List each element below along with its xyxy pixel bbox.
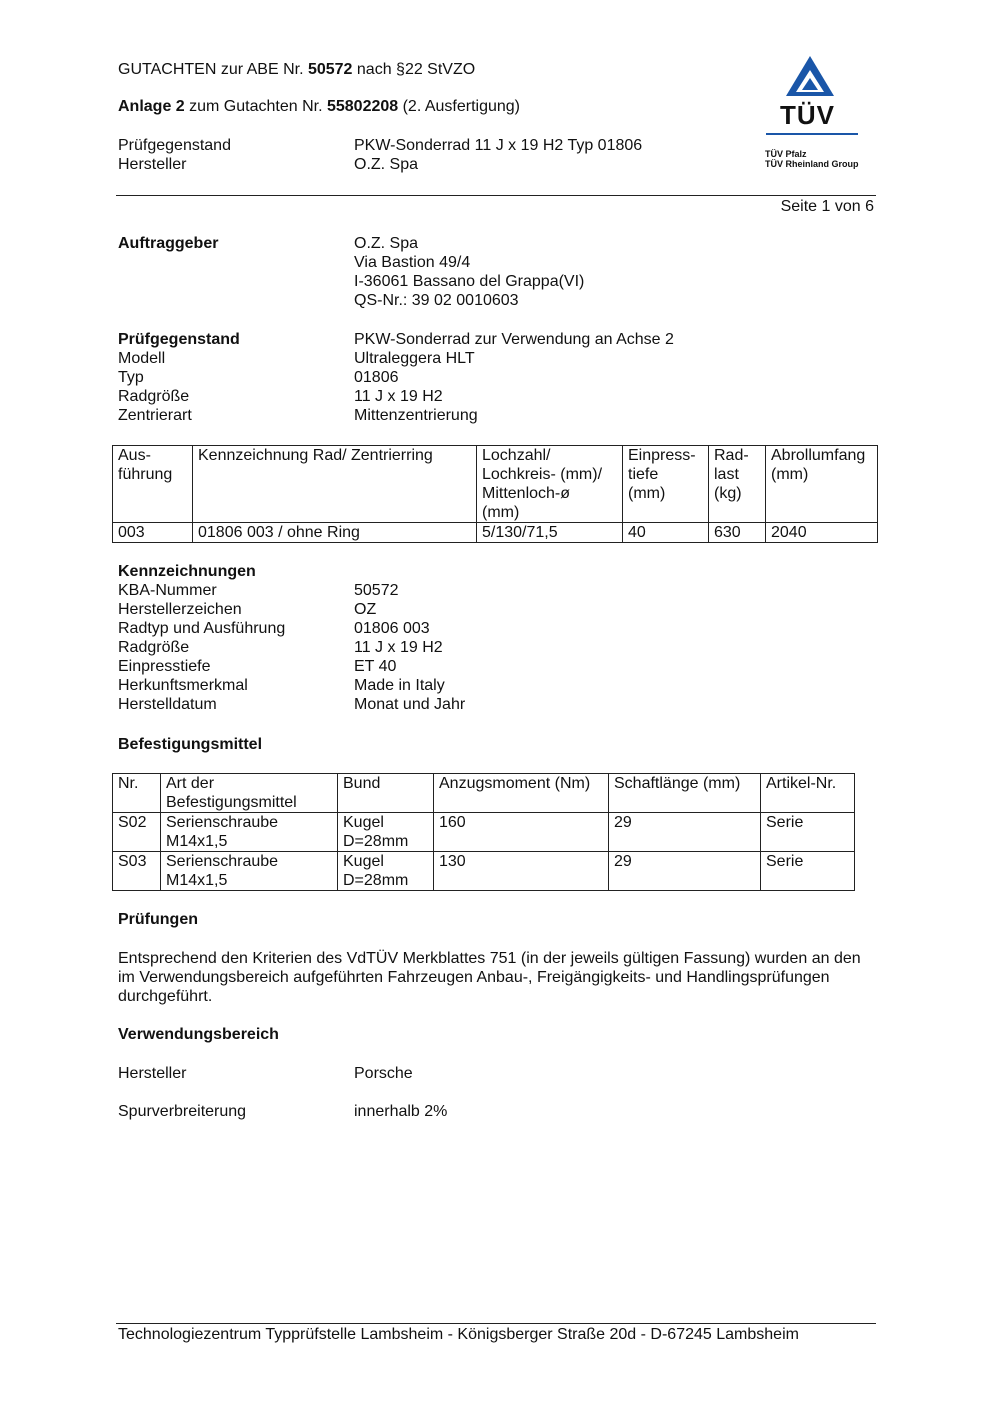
befestigung-title: Befestigungsmittel	[118, 736, 263, 753]
header-pruefgegenstand-value: PKW-Sonderrad 11 J x 19 H2 Typ 01806	[354, 137, 643, 154]
field-label: Herstellerzeichen	[118, 601, 242, 618]
tuv-logo-rule	[766, 133, 858, 135]
field-value: 11 J x 19 H2	[354, 388, 443, 405]
header-anlage-line	[118, 97, 520, 116]
field-label: Radgröße	[118, 388, 190, 405]
tuv-logo-sub1: TÜV Pfalz	[765, 149, 807, 159]
field-label: Herstelldatum	[118, 696, 217, 713]
field-value: Made in Italy	[354, 677, 445, 694]
field-label: Einpresstiefe	[118, 658, 211, 675]
header-anlage-mid: zum Gutachten Nr.	[184, 98, 327, 115]
header-abe-suffix: nach §22 StVZO	[352, 61, 476, 78]
field-value: Porsche	[354, 1065, 413, 1082]
table-header-cell: Artikel-Nr.	[761, 774, 855, 813]
table-header-cell: Nr.	[113, 774, 161, 813]
table-cell: 630	[709, 523, 766, 543]
footer-divider	[116, 1323, 876, 1324]
table-cell: Serie	[761, 852, 855, 891]
table-cell: 29	[609, 852, 761, 891]
field-label: KBA-Nummer	[118, 582, 217, 599]
table-header-cell: Rad- last (kg)	[709, 446, 766, 523]
table-header-cell: Abrollumfang (mm)	[766, 446, 878, 523]
auftraggeber-line: QS-Nr.: 39 02 0010603	[354, 292, 519, 309]
table-cell: 01806 003 / ohne Ring	[193, 523, 477, 543]
field-label: Typ	[118, 369, 144, 386]
field-label: Spurverbreiterung	[118, 1103, 247, 1120]
header-anlage-label: Anlage 2	[118, 98, 185, 115]
auftraggeber-line: Via Bastion 49/4	[354, 254, 471, 271]
pruefgegenstand-label: Prüfgegenstand	[118, 331, 240, 348]
table-header-cell: Kennzeichnung Rad/ Zentrierring	[193, 446, 477, 523]
pruefgegenstand-value: PKW-Sonderrad zur Verwendung an Achse 2	[354, 331, 674, 348]
table-cell: 29	[609, 813, 761, 852]
header-divider	[116, 195, 876, 196]
field-value: 01806	[354, 369, 399, 386]
footer-text: Technologiezentrum Typprüfstelle Lambsheim - Königsberger Straße 20d - D-67245 Lambsheim	[118, 1326, 799, 1343]
field-value: OZ	[354, 601, 377, 618]
field-label: Radtyp und Ausführung	[118, 620, 286, 637]
header-pruefgegenstand-label: Prüfgegenstand	[118, 137, 231, 154]
table-header-row	[113, 774, 855, 813]
tuv-logo	[762, 52, 862, 182]
pruefungen-text: Entsprechend den Kriterien des VdTÜV Merkblattes 751 (in der jeweils gültigen Fassung) wurden an den im Verwendungsbereich aufgeführten Fahrzeugen Anbau-, Freigängigkeits- und Handlingsprüfungen durchgeführt.	[118, 950, 861, 1005]
table-cell: Serienschraube M14x1,5	[161, 813, 338, 852]
auftraggeber-line: O.Z. Spa	[354, 235, 419, 252]
table-cell: S02	[113, 813, 161, 852]
rad-ausfuehrung-table	[112, 445, 878, 543]
field-value: innerhalb 2%	[354, 1103, 448, 1120]
auftraggeber-label: Auftraggeber	[118, 235, 219, 252]
header-gutachten-number: 55802208	[326, 98, 399, 115]
table-cell: Serienschraube M14x1,5	[161, 852, 338, 891]
auftraggeber-address	[354, 234, 584, 310]
table-header-cell: Bund	[338, 774, 434, 813]
table-cell: Serie	[761, 813, 855, 852]
table-header-cell: Schaftlänge (mm)	[609, 774, 761, 813]
verwendungsbereich-title: Verwendungsbereich	[118, 1026, 279, 1043]
header-hersteller-value: O.Z. Spa	[354, 156, 419, 173]
auftraggeber-line: I-36061 Bassano del Grappa(VI)	[354, 273, 585, 290]
table-cell: S03	[113, 852, 161, 891]
table-cell: 130	[434, 852, 609, 891]
kennzeichnungen-title: Kennzeichnungen	[118, 563, 256, 580]
tuv-logo-sub2: TÜV Rheinland Group	[765, 159, 859, 169]
table-row	[113, 852, 855, 891]
field-label: Radgröße	[118, 639, 190, 656]
table-header-row	[113, 446, 878, 523]
field-value: ET 40	[354, 658, 397, 675]
table-cell: Kugel D=28mm	[338, 852, 434, 891]
table-row	[113, 813, 855, 852]
table-header-cell: Einpress- tiefe (mm)	[623, 446, 709, 523]
field-value: Mittenzentrierung	[354, 407, 478, 424]
table-cell: 003	[113, 523, 193, 543]
table-cell: 2040	[766, 523, 878, 543]
table-header-cell: Lochzahl/ Lochkreis- (mm)/ Mittenloch-ø (mm)	[477, 446, 623, 523]
page-number: Seite 1 von 6	[780, 198, 874, 215]
field-value: 50572	[354, 582, 399, 599]
header-abe-prefix: GUTACHTEN zur ABE Nr.	[118, 61, 308, 78]
befestigung-table	[112, 773, 855, 891]
field-label: Zentrierart	[118, 407, 192, 424]
pruefungen-title: Prüfungen	[118, 911, 198, 928]
field-label: Hersteller	[118, 1065, 187, 1082]
header-anlage-suffix: (2. Ausfertigung)	[398, 98, 520, 115]
field-value: 11 J x 19 H2	[354, 639, 443, 656]
table-cell: 40	[623, 523, 709, 543]
table-header-cell: Anzugsmoment (Nm)	[434, 774, 609, 813]
table-header-cell: Art der Befestigungsmittel	[161, 774, 338, 813]
field-value: 01806 003	[354, 620, 430, 637]
field-label: Herkunftsmerkmal	[118, 677, 248, 694]
field-value: Monat und Jahr	[354, 696, 466, 713]
field-value: Ultraleggera HLT	[354, 350, 475, 367]
header-hersteller-label: Hersteller	[118, 156, 187, 173]
table-cell: Kugel D=28mm	[338, 813, 434, 852]
header-abe-number: 50572	[307, 61, 353, 78]
table-header-cell: Aus- führung	[113, 446, 193, 523]
table-cell: 160	[434, 813, 609, 852]
header-abe-line	[118, 60, 475, 79]
tuv-logo-brand: TÜV	[780, 100, 835, 130]
field-label: Modell	[118, 350, 166, 367]
table-cell: 5/130/71,5	[477, 523, 623, 543]
table-row	[113, 523, 878, 543]
